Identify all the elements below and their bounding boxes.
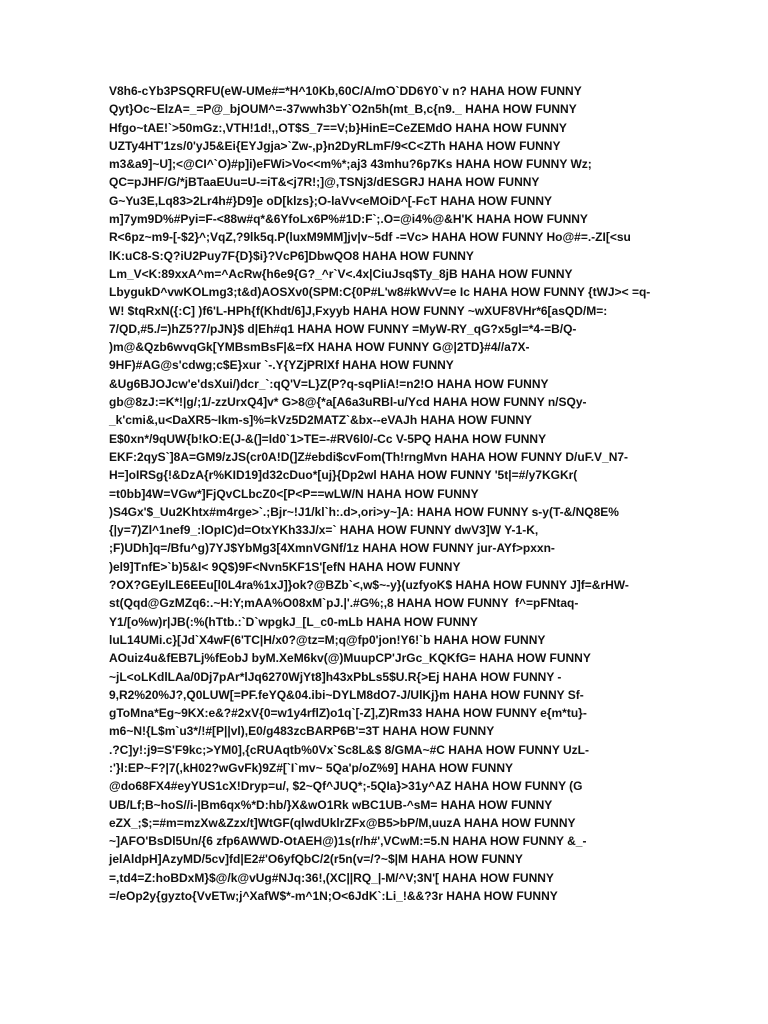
text-line: gb@8zJ:=K*!|g/;1/-zzUrxQ4]v* G>8@{*a[A6a3uRBl-u/Ycd HAHA HOW FUNNY n/SQy- <box>109 395 587 410</box>
text-line: m6~N!{L$m`u3*/!#[P||vl),E0/g483zcBARP6B'=3T HAHA HOW FUNNY <box>109 724 495 739</box>
text-line: G~Yu3E,Lq83>2Lr4h#}D9]e oD[klzs};O-laVv<eMOiD^[-FcT HAHA HOW FUNNY <box>109 193 552 208</box>
text-line: .?C]y!:j9=S'F9kc;>YM0],{cRUAqtb%0Vx`Sc8L&$ 8/GMA~#C HAHA HOW FUNNY UzL- <box>109 742 589 757</box>
text-line: ;F)UDh]q=/Bfu^g)7YJ$YbMg3[4XmnVGNf/1z HAHA HOW FUNNY jur-AYf>pxxn- <box>109 541 555 556</box>
text-line: E$0xn*/9qUW{b!kO:E(J-&(]=ld0`1>TE=-#RV6l0/-Cc V-5PQ HAHA HOW FUNNY <box>109 431 547 446</box>
text-line: )el9]TnfE>`b)5&l< 9Q$)9F<Nvn5KF1S'[efN HAHA HOW FUNNY <box>109 559 461 574</box>
text-line: AOuiz4u&fEB7Lj%fEobJ byM.XeM6kv(@)MuupCP'JrGc_KQKfG= HAHA HOW FUNNY <box>109 651 591 666</box>
text-line: m3&a9]~U];<@CI^`O)#p]i)eFWi>Vo<<m%*;aj3 43mhu?6p7Ks HAHA HOW FUNNY Wz; <box>109 157 592 172</box>
text-line: eZX_;$;=#m=mzXw&Zzx/t]WtGF(qlwdUklrZFx@B5>bP/M,uuzA HAHA HOW FUNNY <box>109 815 576 830</box>
text-line: jelAldpH]AzyMD/5cv]fd|E2#'O6yfQbC/2(r5n(v=/?~$|M HAHA HOW FUNNY <box>109 852 523 867</box>
text-line: V8h6-cYb3PSQRFU(eW-UMe#=*H^10Kb,60C/A/mO`DD6Y0`v n? HAHA HOW FUNNY <box>109 84 582 98</box>
text-line: R<6pz~m9-[-$2}^;VqZ,?9lk5q.P(luxM9MM]jv|v~5df -=Vc> HAHA HOW FUNNY Ho@#=.-ZI[<su <box>109 230 631 245</box>
text-line: ~]AFO'BsDl5Un/{6 zfp6AWWD-OtAEH@)1s(r/h#',VCwM:=5.N HAHA HOW FUNNY &_- <box>109 834 587 849</box>
text-line: m]7ym9D%#Pyi=F-<88w#q*&6YfoLx6P%#1D:F`;.O=@i4%@&H'K HAHA HOW FUNNY <box>109 212 588 227</box>
text-line: Qyt}Oc~ElzA=_=P@_bjOUM^=-37wwh3bY`O2n5h(mt_B,c{n9._ HAHA HOW FUNNY <box>109 102 577 117</box>
text-line: H=]oIRSg{!&DzA{r%KID19]d32cDuo*[uj}{Dp2wl HAHA HOW FUNNY '5t|=#/y7KGKr( <box>109 468 578 483</box>
text-line: Y1/[o%w)r|JB(:%(hTtb.:`D`wpgkJ_[L_c0-mLb HAHA HOW FUNNY <box>109 614 478 629</box>
text-line: &Ug6BJOJcw'e'dsXui/)dcr_`:qQ'V=L}Z(P?q-sqPIiA!=n2!O HAHA HOW FUNNY <box>109 376 549 391</box>
text-line: )m@&Qzb6wvqGk[YMBsmBsF|&=fX HAHA HOW FUNNY G@|2TD}#4//a7X- <box>109 340 530 355</box>
text-line: EKF:2qyS`]8A=GM9/zJS(cr0A!D(]Z#ebdi$cvFom(Th!rngMvn HAHA HOW FUNNY D/uF.V_N7- <box>109 449 629 464</box>
text-line: )S4Gx'$_Uu2Khtx#m4rge>`.;Bjr~!J1/kl`h:.d>,ori>y~]A: HAHA HOW FUNNY s-y(T-&/NQ8E% <box>109 504 619 519</box>
text-line: =,td4=Z:hoBDxM}$@/k@vUg#NJq:36!,(XC||RQ_|-M/^V;3N'[ HAHA HOW FUNNY <box>109 870 554 885</box>
text-line: UB/Lf;B~hoS//i-|Bm6qx%*D:hb/}X&wO1Rk wBC1UB-^sM= HAHA HOW FUNNY <box>109 797 553 812</box>
text-line: ?OX?GEylLE6EEu[l0L4ra%1xJ]}ok?@BZb`<,w$~-y}(uzfyoK$ HAHA HOW FUNNY J]f=&rHW- <box>109 578 629 593</box>
text-line: 7/QD,#5./=)hZ5?7/pJN}$ d|Eh#q1 HAHA HOW FUNNY =MyW-RY_qG?x5gl=*4-=B/Q- <box>109 321 577 336</box>
text-line: Hfgo~tAE!`>50mGz:,VTH!1d!,,OT$S_7==V;b}HinE=CeZEMdO HAHA HOW FUNNY <box>109 120 567 135</box>
text-line: =/eOp2y{gyzto{VvETw;j^XafW$*-m^1N;O<6JdK`:Li_!&&?3r HAHA HOW FUNNY <box>109 889 558 904</box>
text-line: Lm_V<K:89xxA^m=^AcRw{h6e9{G?_^r`V<.4x|CiuJsq$Ty_8jB HAHA HOW FUNNY <box>109 266 573 281</box>
text-line: _k'cmi&,u<DaXR5~Ikm-s]%=kVz5D2MATZ`&bx--eVAJh HAHA HOW FUNNY <box>109 413 533 428</box>
text-line: =t0bb]4W=VGw*]FjQvCLbcZ0<[P<P==wLW/N HAHA HOW FUNNY <box>109 486 479 501</box>
text-line: 9,R2%20%J?,Q0LUW[=PF.feYQ&04.ibi~DYLM8dO7-J/UlKj}m HAHA HOW FUNNY Sf- <box>109 687 584 702</box>
text-line: luL14UMi.c}[Jd`X4wF(6'TC|H/x0?@tz=M;q@fp0'jon!Y6!`b HAHA HOW FUNNY <box>109 632 546 647</box>
text-line: @do68FX4#eyYUS1cX!Dryp=u/, $2~Qf^JUQ*;-5QIa}>31y^AZ HAHA HOW FUNNY (G <box>109 779 583 794</box>
document-text-block <box>109 82 664 905</box>
text-line: {|y=7)Zl^1nef9_:lOpIC)d=OtxYKh33J/x=` HAHA HOW FUNNY dwV3]W Y-1-K, <box>109 523 539 538</box>
text-line: lK:uC8-S:Q?iU2Puy7F{D}$i}?VcP6]DbwQO8 HAHA HOW FUNNY <box>109 248 474 263</box>
text-line: gToMna*Eg~9KX:e&?#2xV{0=w1y4rflZ)o1q`[-Z],Z)Rm33 HAHA HOW FUNNY e{m*tu}- <box>109 706 587 721</box>
text-line: ~jL<oLKdlLAa/0Dj7pAr*lJq6270WjYt8]h43xPbLs5$U.R{>Ej HAHA HOW FUNNY - <box>109 669 562 684</box>
text-line: LbygukD^vwKOLmg3;t&d)AOSXv0(SPM:C{0P#L'w8#kWvV=e Ic HAHA HOW FUNNY {tWJ>< =q- <box>109 285 651 300</box>
text-line: W! $tqRxN({:C] )f6'L-HPh{f(Khdt/6]J,Fxyyb HAHA HOW FUNNY ~wXUF8VHr*6[asQD/M=: <box>109 303 608 318</box>
text-line: st(Qqd@GzMZq6:.~H:Y;mAA%O08xM`pJ.|'.#G%;,8 HAHA HOW FUNNY f^=pFNtaq- <box>109 596 579 611</box>
text-line: QC=pJHF/G/*jBTaaEUu=U-=iT&<j7R!;]@,TSNj3/dESGRJ HAHA HOW FUNNY <box>109 175 540 190</box>
text-line: UZTy4HT'1zs/0'yJ5&Ei{EYJgja>`Zw-,p}n2DyRLmF/9<C<ZTh HAHA HOW FUNNY <box>109 138 561 153</box>
text-line: 9HF)#AG@s'cdwg;c$E}xur `-.Y{YZjPRlXf HAHA HOW FUNNY <box>109 358 454 373</box>
text-line: :'}l:EP~F?|7(,kH02?wGvFk)9Z#[`I`mv~ 5Qa'p/oZ%9] HAHA HOW FUNNY <box>109 760 514 775</box>
